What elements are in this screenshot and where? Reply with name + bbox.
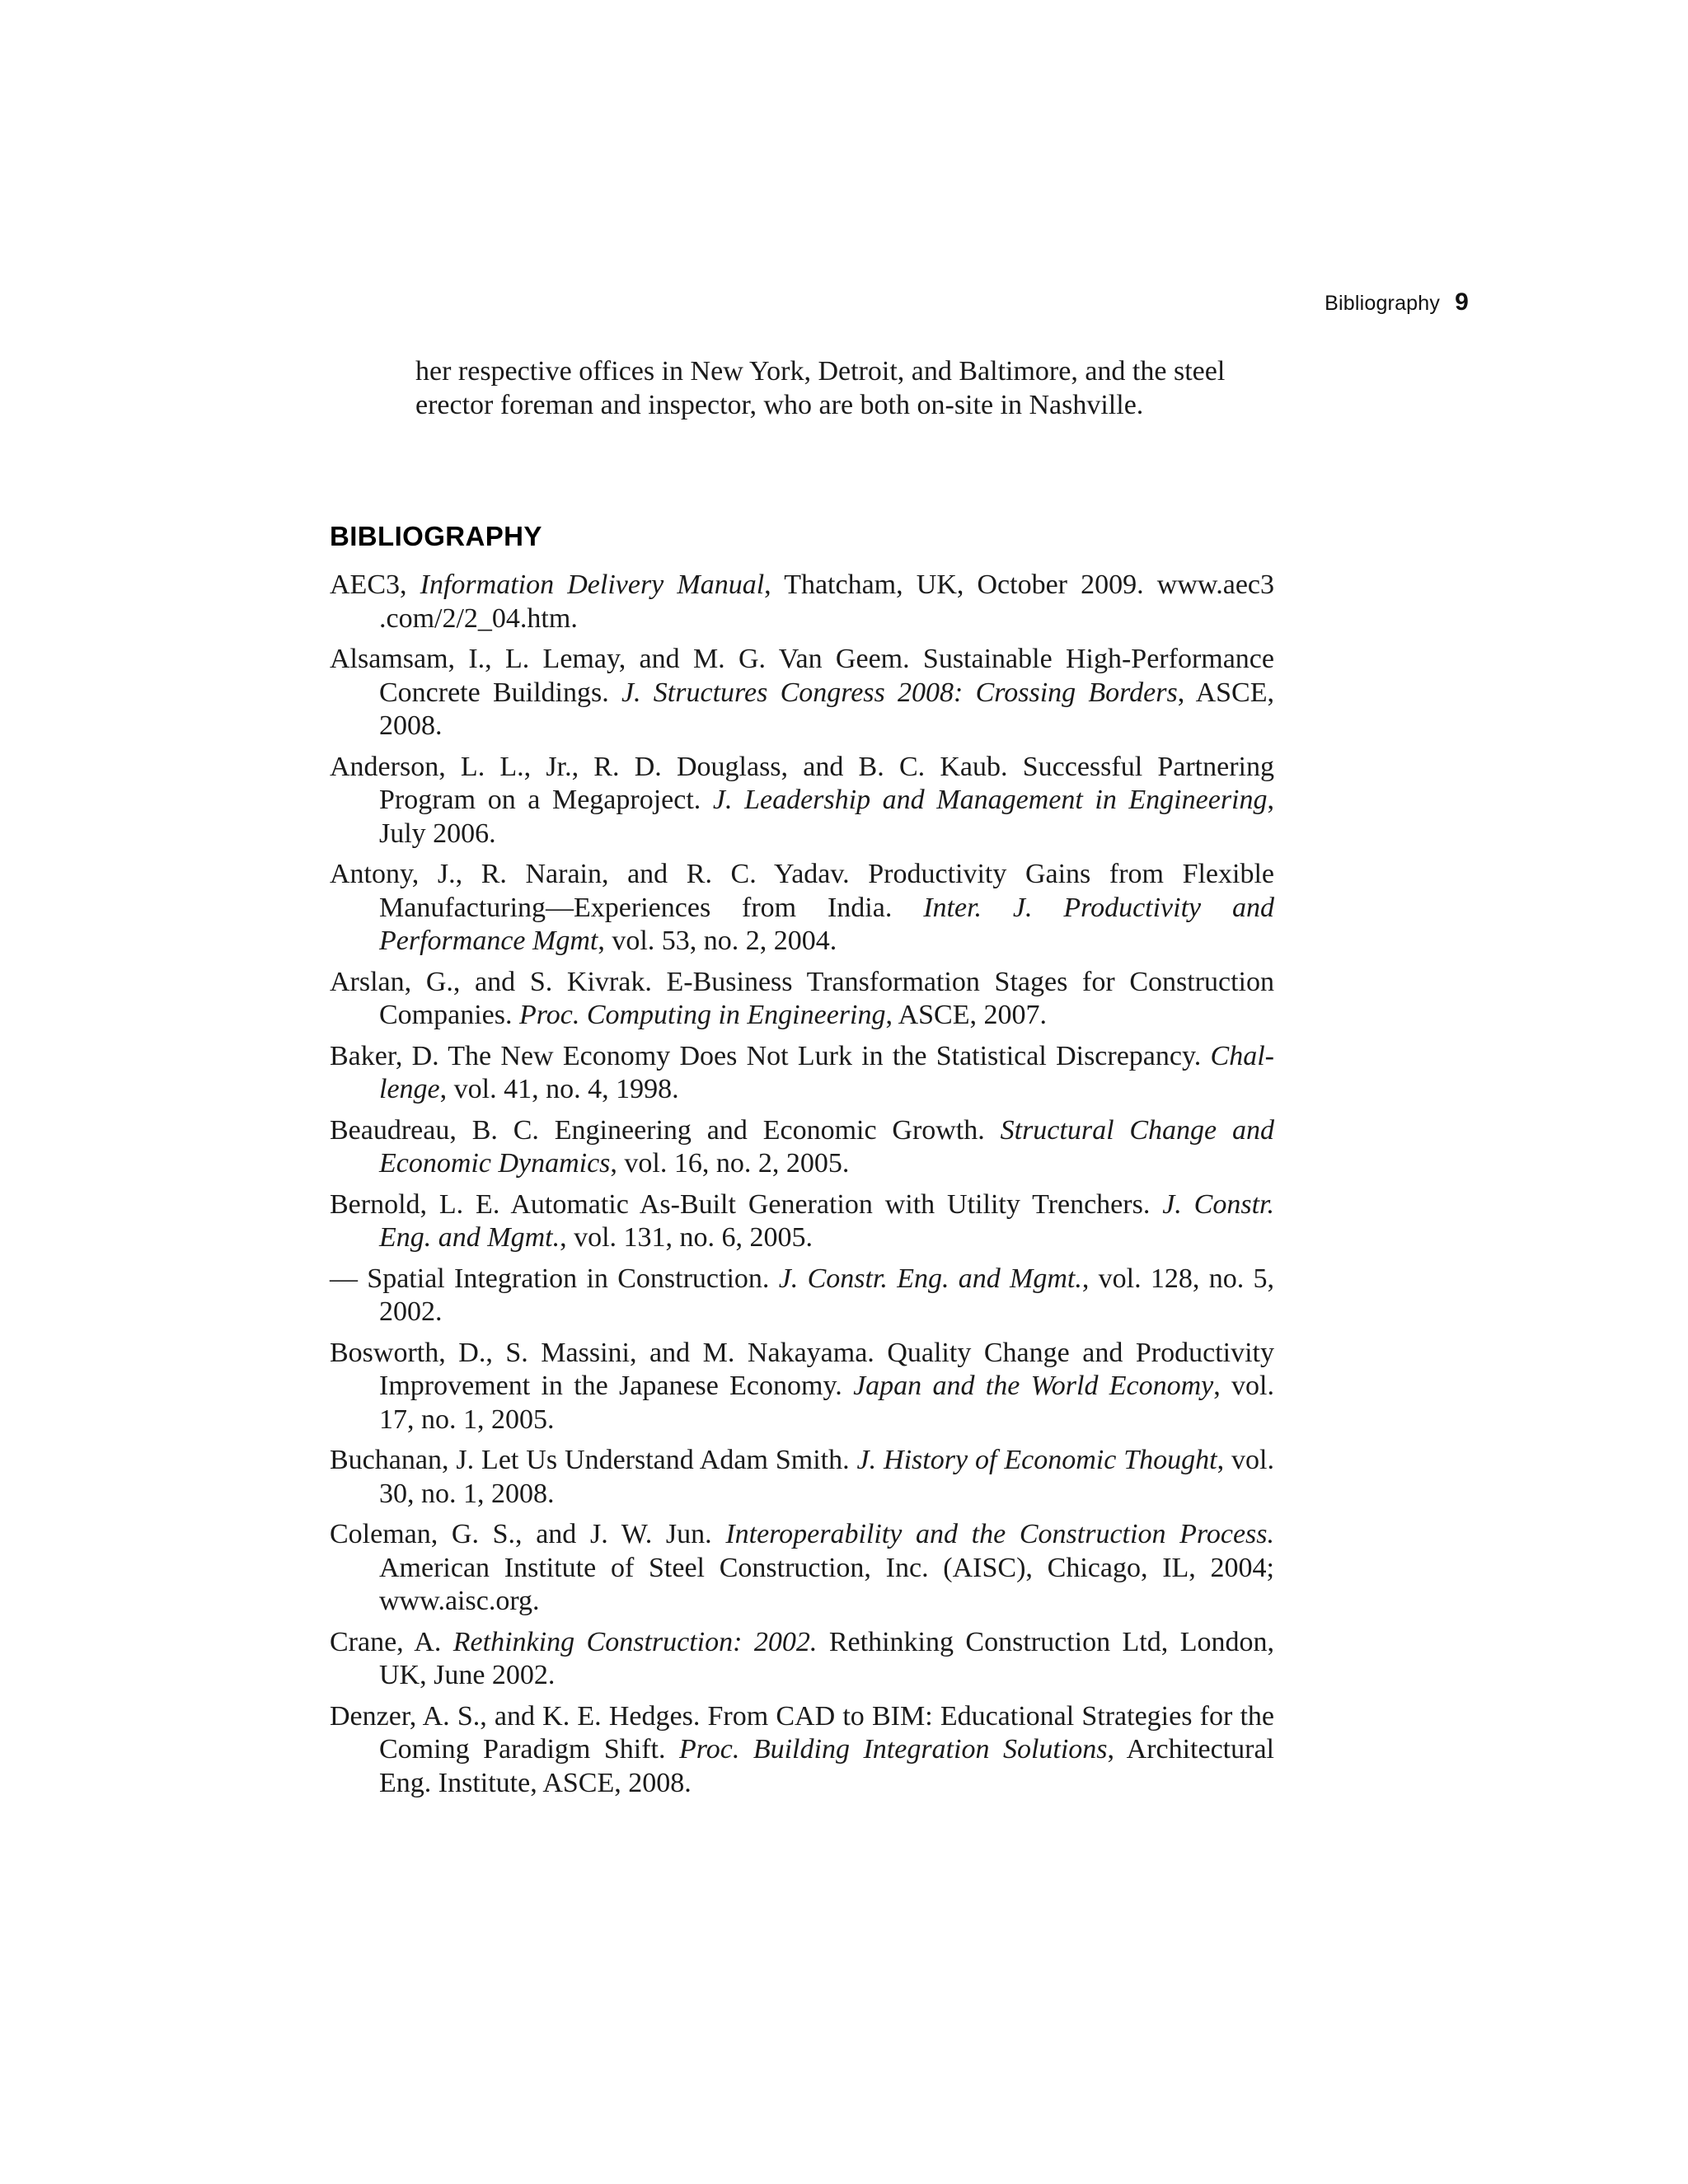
entry-details: , vol. 30, no. 1, 2008. [379,1445,1274,1509]
entry-authors: Buchanan, J. Let Us Understand Adam Smith. [330,1445,857,1475]
intro-paragraph: her respective offices in New York, Detroit, and Baltimore, and the steel erector foreman and inspector, who are both on-site in Nashville. [415,356,1226,420]
bibliography-entry [330,1263,1274,1329]
bibliography-heading: BIBLIOGRAPHY [330,521,542,551]
entry-authors: Beaudreau, B. C. Engineering and Economic Growth. [330,1114,1001,1146]
entry-details: , vol. 53, no. 2, 2004. [598,926,837,956]
bibliography-entry [330,1188,1274,1255]
entry-authors: Arslan, G., and S. Kivrak. E-Business Transformation Stages for Construction Companies. [330,966,1274,1030]
bibliography-entry [330,1114,1274,1181]
running-head-section: Bibliography [1325,292,1441,315]
entry-authors: Coleman, G. S., and J. W. Jun. [330,1519,726,1549]
entry-title: J. History of Economic Thought [856,1445,1217,1475]
entry-authors: Crane, A. [330,1626,453,1657]
entry-details: , Architectural Eng. Institute, ASCE, 2008. [379,1734,1274,1798]
entry-title: Proc. Computing in Engineering [518,1000,886,1030]
bibliography-list [330,569,1274,1807]
entry-authors: Antony, J., R. Narain, and R. C. Yadav. Productivity Gains from Flexible Manufacturing—Experiences from India. [330,859,1274,923]
entry-title: Structural Change and Economic Dynamics [379,1114,1274,1179]
entry-title: J. Constr. Eng. and Mgmt. [778,1263,1082,1294]
entry-authors: Denzer, A. S., and K. E. Hedges. From CAD to BIM: Educational Strategies for the Coming Paradigm Shift. [330,1700,1274,1765]
entry-authors: Anderson, L. L., Jr., R. D. Douglass, and B. C. Kaub. Successful Partnering Program on a Megaproject. [330,751,1274,815]
entry-title: Japan and the World Economy [853,1371,1214,1401]
entry-title: J. Leadership and Management in Engineering [712,785,1268,815]
bibliography-entry [330,1040,1274,1107]
entry-authors: Baker, D. The New Economy Does Not Lurk in the Statistical Discrepancy. [330,1040,1211,1071]
entry-details: , July 2006. [379,785,1274,849]
entry-details: , vol. 41, no. 4, 1998. [439,1074,679,1104]
bibliography-entry [330,569,1274,635]
bibliography-entry [330,1444,1274,1511]
bibliography-entry [330,643,1274,743]
entry-title: Proc. Building Integration Solutions [679,1734,1108,1765]
entry-details: American Institute of Steel Construction, Inc. (AISC), Chicago, IL, 2004; www.aisc.org. [379,1552,1274,1616]
entry-details: , Thatcham, UK, October 2009. www.aec3 .com/2/2_04.htm. [379,569,1275,634]
entry-details: , vol. 17, no. 1, 2005. [379,1371,1275,1435]
entry-title: Inter. J. Productivity and Performance Mgmt [379,892,1274,956]
bibliography-entry [330,1626,1274,1693]
entry-details: , ASCE, 2007. [885,1000,1048,1030]
entry-details: , vol. 16, no. 2, 2005. [610,1148,850,1179]
entry-title: Rethinking Construction: 2002. [452,1626,818,1657]
entry-authors: Alsamsam, I., L. Lemay, and M. G. Van Geem. Sustainable High-Performance Concrete Buildings. [330,644,1274,708]
entry-authors: AEC3, [330,569,420,600]
entry-details: , vol. 131, no. 6, 2005. [560,1222,814,1253]
running-head [1325,288,1469,316]
bibliography-entry [330,1700,1274,1801]
entry-details: , vol. 128, no. 5, 2002. [379,1263,1275,1327]
entry-title: Information Delivery Manual [420,569,765,600]
entry-title: J. Structures Congress 2008: Crossing Borders [621,677,1178,708]
entry-title: Interoperability and the Construction Process. [725,1519,1275,1549]
entry-title: J. Constr. Eng. and Mgmt. [379,1188,1274,1253]
entry-authors: Bosworth, D., S. Massini, and M. Nakayama. Quality Change and Productivity Improvement in the Japanese Economy. [330,1337,1274,1401]
entry-authors: Bernold, L. E. Automatic As-Built Generation with Utility Trenchers. [330,1188,1163,1220]
entry-details: , ASCE, 2008. [379,677,1274,741]
bibliography-entry [330,1337,1274,1437]
page-number: 9 [1455,288,1469,316]
bibliography-entry [330,751,1274,851]
bibliography-entry [330,1518,1274,1619]
bibliography-entry [330,966,1274,1033]
bibliography-entry [330,858,1274,958]
entry-title: Challenge [379,1040,1274,1104]
entry-details: Rethinking Construction Ltd, London, UK, June 2002. [379,1626,1274,1690]
entry-authors: — Spatial Integration in Construction. [330,1263,779,1294]
